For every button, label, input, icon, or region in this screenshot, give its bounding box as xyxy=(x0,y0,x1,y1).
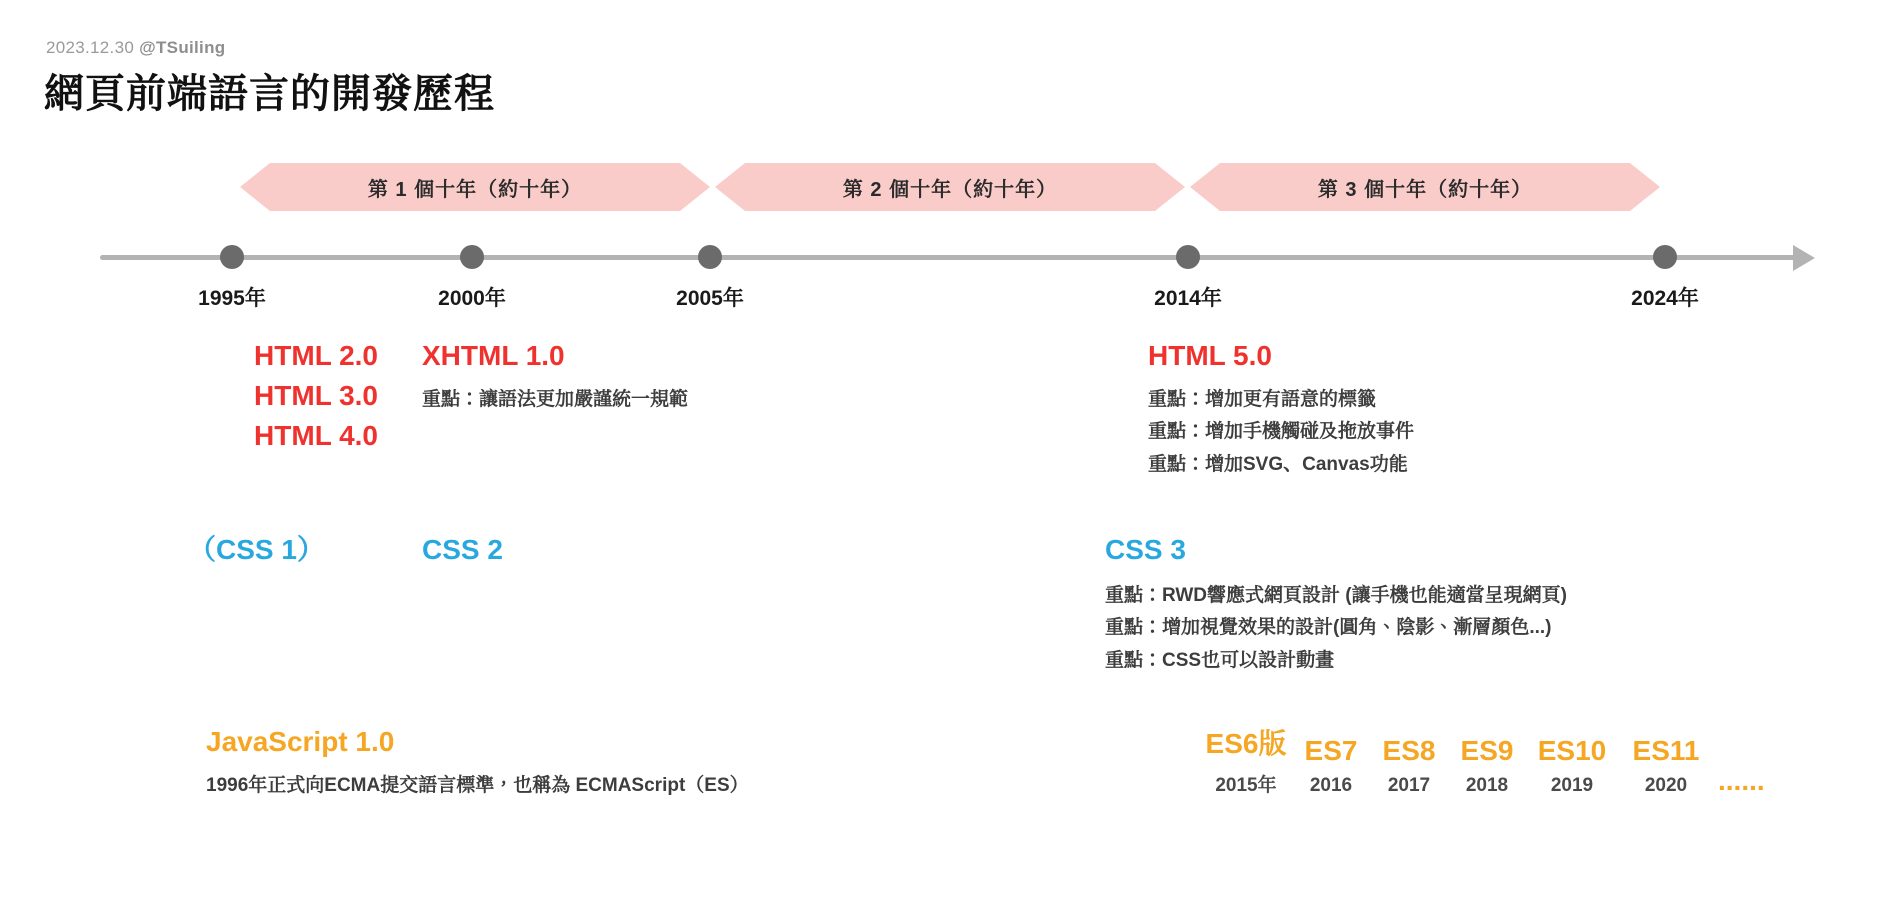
decade-arrow-1 xyxy=(240,163,710,211)
css-2014-note-2: 重點：增加視覺效果的設計(圓角、陰影、漸層顏色...) xyxy=(1105,617,1552,639)
es-version-row xyxy=(1200,722,1765,797)
js-2000-title: JavaScript 1.0 xyxy=(206,726,395,757)
es-more-ellipsis: ...... xyxy=(1718,765,1765,796)
css-2014-note-3: 重點：CSS也可以設計動畫 xyxy=(1105,650,1335,672)
timeline-label-2005: 2005年 xyxy=(676,287,744,310)
css-2000-title: CSS 2 xyxy=(422,534,503,565)
timeline-node-2000 xyxy=(460,245,484,269)
decade-arrow-1-label: 第 1 個十年（約十年） xyxy=(367,178,583,201)
html-1995-title-2: HTML 3.0 xyxy=(254,379,378,411)
timeline-node-1995 xyxy=(220,245,244,269)
html-2000-title: XHTML 1.0 xyxy=(422,340,565,371)
es-year-es8: 2017 xyxy=(1387,775,1431,796)
es-item-es11 xyxy=(1618,735,1714,797)
es-year-es7: 2016 xyxy=(1309,775,1353,796)
decade-arrow-2-label: 第 2 個十年（約十年） xyxy=(842,178,1058,201)
timeline-node-2005 xyxy=(698,245,722,269)
html-2014-title: HTML 5.0 xyxy=(1148,340,1272,371)
css-entry-1995 xyxy=(188,530,325,570)
es-year-es9: 2018 xyxy=(1465,775,1509,796)
css-2014-note-1: 重點：RWD響應式網頁設計 (讓手機也能適當呈現網頁) xyxy=(1105,584,1567,606)
es-name-es11: ES11 xyxy=(1632,735,1700,766)
page-title: 網頁前端語言的開發歷程 xyxy=(44,72,495,116)
js-entry-2000 xyxy=(206,722,749,802)
es-name-es6: ES6版 xyxy=(1205,728,1287,759)
html-entry-1995 xyxy=(0,336,378,455)
css-entry-2000 xyxy=(422,530,503,570)
timeline-label-1995: 1995年 xyxy=(198,287,266,310)
html-1995-title-1: HTML 2.0 xyxy=(254,340,378,371)
decade-arrow-3 xyxy=(1190,163,1660,211)
html-entry-2014 xyxy=(1148,336,1414,482)
es-item-es6 xyxy=(1200,722,1292,797)
es-item-es10 xyxy=(1526,735,1618,797)
es-item-es7 xyxy=(1292,735,1370,797)
html-entry-2000 xyxy=(422,336,688,416)
timeline-node-2024 xyxy=(1653,245,1677,269)
es-name-es9: ES9 xyxy=(1460,735,1514,766)
es-item-es8 xyxy=(1370,735,1448,797)
js-2000-note-1: 1996年正式向ECMA提交語言標準，也稱為 ECMAScript（ES） xyxy=(206,774,749,796)
meta-line xyxy=(46,38,225,58)
css-2014-title: CSS 3 xyxy=(1105,534,1186,565)
html-2014-note-1: 重點：增加更有語意的標籤 xyxy=(1148,388,1377,410)
meta-handle: @TSuiling xyxy=(139,38,226,57)
html-1995-title-3: HTML 4.0 xyxy=(254,419,378,451)
timeline-label-2014: 2014年 xyxy=(1154,287,1222,310)
css-entry-2014 xyxy=(1105,530,1567,678)
decade-arrow-2 xyxy=(715,163,1185,211)
timeline-node-2014 xyxy=(1176,245,1200,269)
es-item-es9 xyxy=(1448,735,1526,797)
es-name-es8: ES8 xyxy=(1382,735,1436,766)
timeline-arrowhead-icon xyxy=(1793,245,1815,271)
html-2014-note-2: 重點：增加手機觸碰及拖放事件 xyxy=(1148,421,1415,443)
timeline-label-2024: 2024年 xyxy=(1631,287,1699,310)
html-2000-note-1: 重點：讓語法更加嚴謹統一規範 xyxy=(422,388,689,410)
timeline-axis xyxy=(100,255,1800,260)
es-name-es10: ES10 xyxy=(1537,735,1607,766)
meta-date: 2023.12.30 xyxy=(46,38,135,57)
es-year-es11: 2020 xyxy=(1644,775,1688,796)
decade-arrow-3-label: 第 3 個十年（約十年） xyxy=(1317,178,1533,201)
es-year-es6: 2015年 xyxy=(1215,775,1277,796)
es-year-es10: 2019 xyxy=(1550,775,1594,796)
html-2014-note-3: 重點：增加SVG、Canvas功能 xyxy=(1148,454,1408,476)
es-name-es7: ES7 xyxy=(1304,735,1358,766)
css-1995-title: （CSS 1） xyxy=(188,534,325,565)
timeline-label-2000: 2000年 xyxy=(438,287,506,310)
